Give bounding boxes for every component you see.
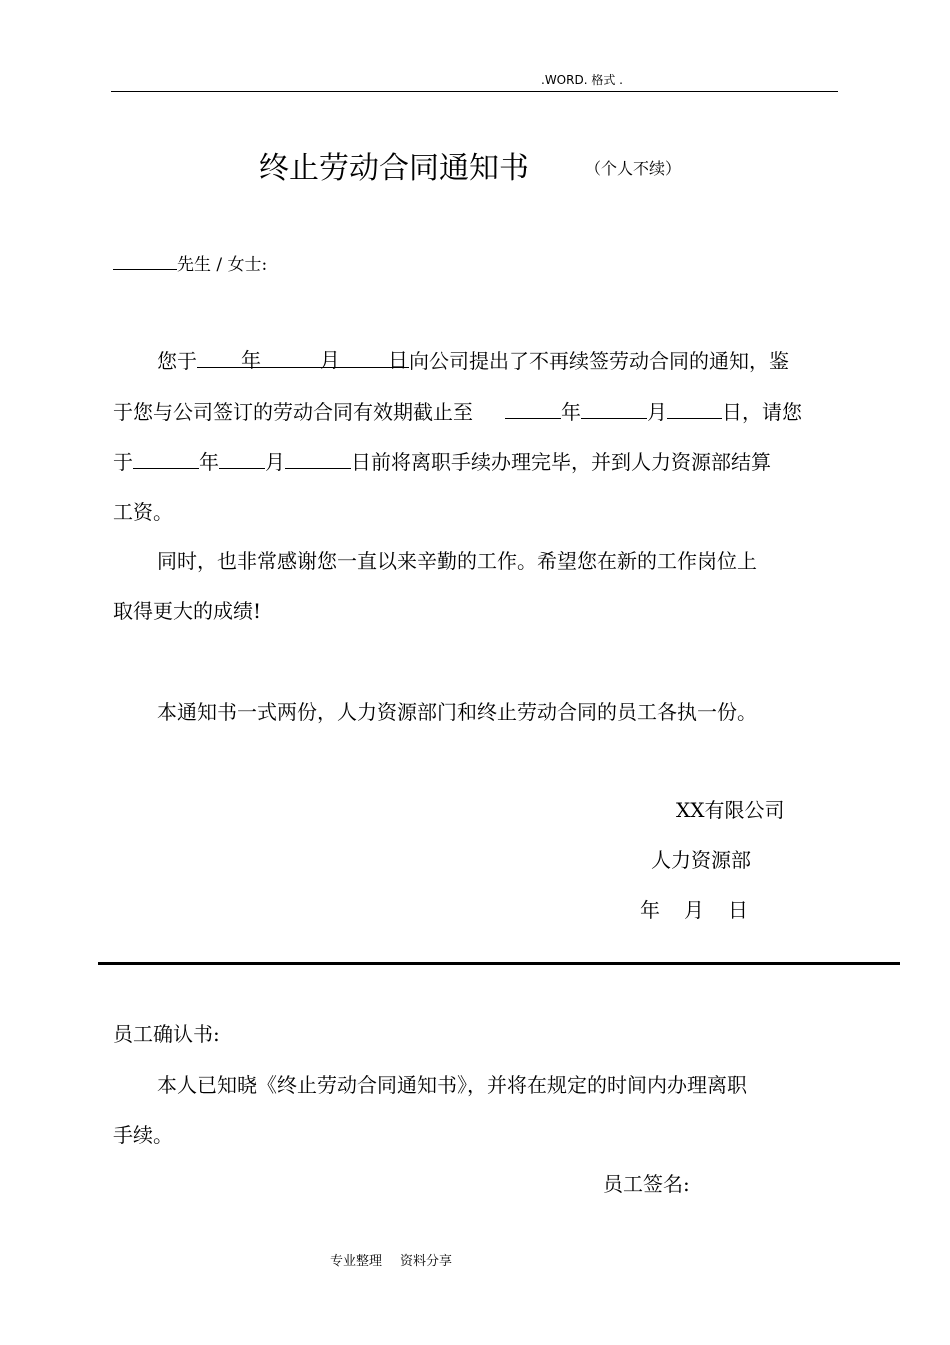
paragraph3: 本通知书一式两份，人力资源部门和终止劳动合同的员工各执一份。 — [157, 700, 757, 724]
date-blank-3 — [581, 398, 647, 419]
date-blank-7 — [285, 448, 351, 469]
salutation-text: 先生 / 女士: — [177, 255, 268, 275]
signature-company: XX有限公司 — [676, 798, 785, 822]
footer-right: 资料分享 — [400, 1254, 453, 1269]
confirmation-line1: 本人已知晓《终止劳动合同通知书》，并将在规定的时间内办理离职 — [157, 1073, 747, 1097]
page-header: .WORD. 格式 . — [541, 73, 623, 87]
p1-month: 月 — [320, 348, 340, 372]
p1-text1: 向公司提出了不再续签劳动合同的通知，鉴 — [409, 349, 789, 373]
signature-department: 人力资源部 — [651, 848, 751, 872]
p1-line3-year: 年 — [199, 450, 219, 474]
header-divider — [111, 91, 838, 92]
confirmation-heading: 员工确认书: — [113, 1022, 220, 1046]
signature-date — [640, 897, 748, 923]
paragraph1-line4: 工资。 — [113, 500, 173, 524]
paragraph1-line1 — [157, 347, 789, 374]
paragraph1-line2 — [113, 398, 802, 425]
salutation-line — [113, 249, 267, 278]
employee-signature-label: 员工签名: — [603, 1172, 690, 1196]
signature-month: 月 — [684, 898, 704, 922]
p1-day: 日 — [388, 348, 408, 372]
p1-lead: 您于 — [157, 349, 197, 373]
date-blank-1 — [197, 347, 409, 372]
document-subtitle: （个人不续） — [585, 159, 682, 178]
p1-year: 年 — [241, 348, 261, 372]
signature-day: 日 — [728, 898, 748, 922]
section-divider — [98, 962, 900, 965]
p1-line3-text: 日前将离职手续办理完毕，并到人力资源部结算 — [351, 450, 771, 474]
p1-line2-month: 月 — [647, 400, 667, 424]
confirmation-line2: 手续。 — [113, 1123, 173, 1147]
footer-left: 专业整理 — [330, 1254, 383, 1269]
document-title: 终止劳动合同通知书 — [259, 151, 529, 186]
paragraph2-line2: 取得更大的成绩! — [113, 599, 262, 623]
p1-line3-lead: 于 — [113, 450, 133, 474]
p1-line2-text: 于您与公司签订的劳动合同有效期截止至 — [113, 400, 473, 424]
date-blank-5 — [133, 448, 199, 469]
p1-line2-day: 日，请您 — [722, 400, 802, 424]
signature-year: 年 — [640, 898, 660, 922]
date-blank-2 — [505, 398, 561, 419]
p1-line2-year: 年 — [561, 400, 581, 424]
date-blank-6 — [219, 448, 265, 469]
paragraph2-line1: 同时，也非常感谢您一直以来辛勤的工作。希望您在新的工作岗位上 — [157, 549, 757, 573]
date-blank-4 — [667, 398, 722, 419]
name-blank — [113, 249, 177, 270]
paragraph1-line3 — [113, 448, 771, 475]
p1-line3-month: 月 — [265, 450, 285, 474]
